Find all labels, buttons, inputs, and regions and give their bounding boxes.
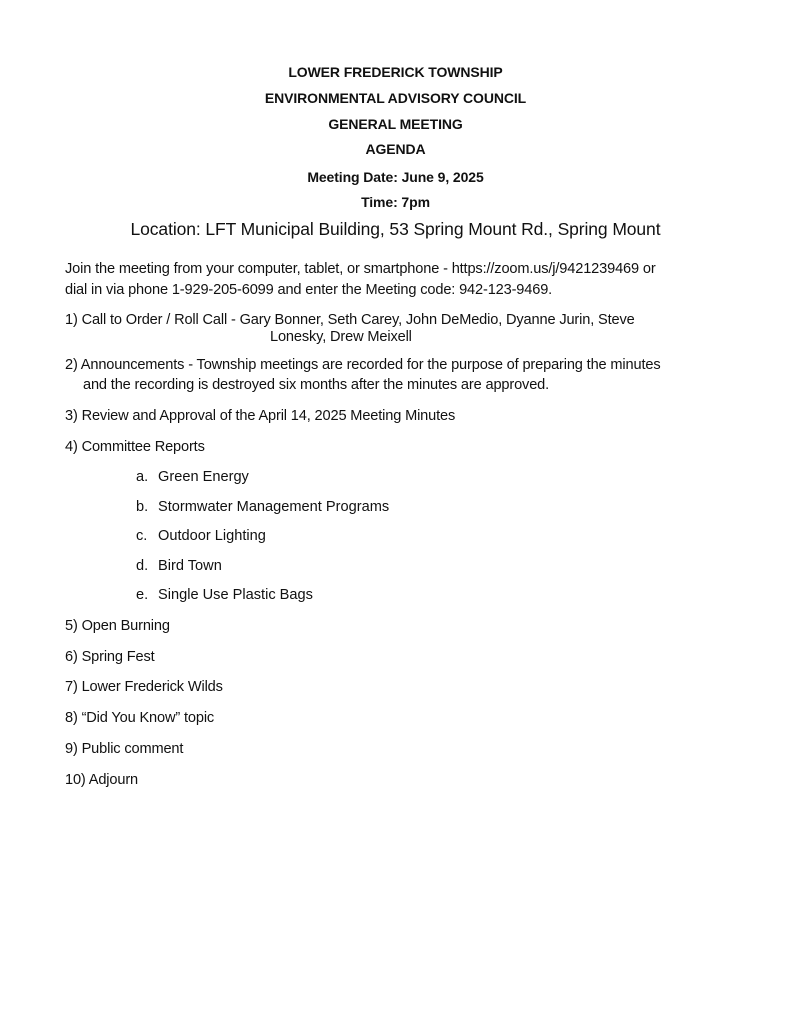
sub-item-label: Bird Town bbox=[158, 558, 222, 574]
agenda-item-3: 3) Review and Approval of the April 14, 2025 Meeting Minutes bbox=[65, 408, 456, 424]
sub-item-label: Stormwater Management Programs bbox=[158, 499, 390, 515]
meeting-location: Location: LFT Municipal Building, 53 Spring Mount Rd., Spring Mount bbox=[130, 219, 661, 239]
sub-item bbox=[136, 585, 313, 605]
agenda-item-5: 5) Open Burning bbox=[65, 618, 170, 634]
doc-type-title: AGENDA bbox=[365, 141, 426, 157]
sub-item-letter: d. bbox=[136, 558, 149, 574]
sub-item bbox=[136, 526, 266, 546]
agenda-item-2: 2) Announcements - Township meetings are recorded for the purpose of preparing the minutes bbox=[65, 357, 661, 373]
sub-item-letter: c. bbox=[136, 528, 148, 544]
sub-item-letter: e. bbox=[136, 587, 149, 603]
join-instructions-line2: dial in via phone 1-929-205-6099 and enter the Meeting code: 942-123-9469. bbox=[65, 282, 553, 298]
sub-item bbox=[136, 556, 222, 576]
agenda-item-9: 9) Public comment bbox=[65, 741, 184, 757]
meeting-type: GENERAL MEETING bbox=[328, 116, 463, 132]
agenda-item-7: 7) Lower Frederick Wilds bbox=[65, 679, 223, 695]
sub-item bbox=[136, 497, 389, 517]
sub-item-label: Single Use Plastic Bags bbox=[158, 587, 313, 603]
agenda-item-8: 8) “Did You Know” topic bbox=[65, 710, 215, 726]
agenda-item-4: 4) Committee Reports bbox=[65, 439, 205, 455]
sub-item bbox=[136, 467, 249, 487]
org-title: LOWER FREDERICK TOWNSHIP bbox=[288, 64, 503, 80]
sub-item-label: Green Energy bbox=[158, 469, 249, 485]
agenda-item-1-cont: Lonesky, Drew Meixell bbox=[270, 329, 412, 345]
agenda-item-6: 6) Spring Fest bbox=[65, 649, 155, 665]
sub-item-letter: b. bbox=[136, 499, 149, 515]
meeting-date: Meeting Date: June 9, 2025 bbox=[307, 169, 484, 185]
agenda-item-1: 1) Call to Order / Roll Call - Gary Bonner, Seth Carey, John DeMedio, Dyanne Jurin, Steve bbox=[65, 312, 635, 328]
agenda-item-10: 10) Adjourn bbox=[65, 772, 138, 788]
council-title: ENVIRONMENTAL ADVISORY COUNCIL bbox=[264, 90, 527, 106]
join-instructions-line1: Join the meeting from your computer, tablet, or smartphone - https://zoom.us/j/9421239469 or bbox=[65, 261, 656, 277]
sub-item-label: Outdoor Lighting bbox=[158, 528, 266, 544]
agenda-item-2-cont: and the recording is destroyed six months after the minutes are approved. bbox=[83, 377, 550, 393]
meeting-time: Time: 7pm bbox=[361, 194, 430, 210]
sub-item-letter: a. bbox=[136, 469, 149, 485]
